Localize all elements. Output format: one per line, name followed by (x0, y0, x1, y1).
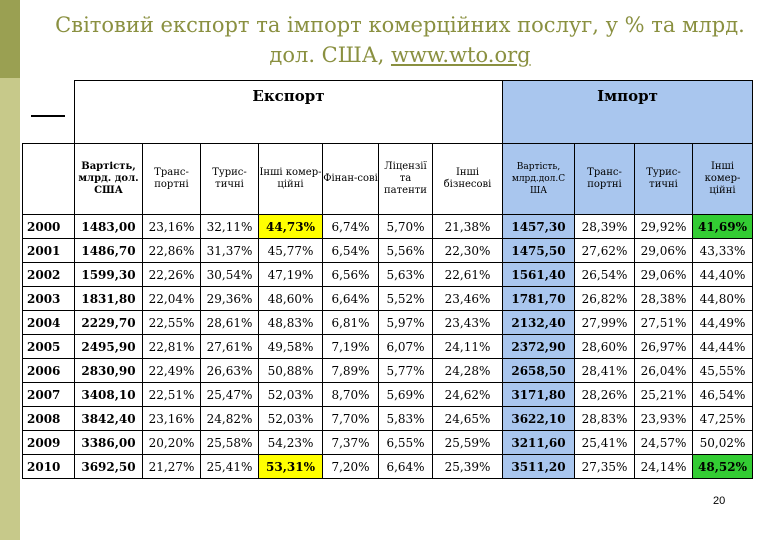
table-cell: 49,58% (259, 335, 323, 359)
table-cell: 2229,70 (75, 311, 143, 335)
table-cell: 28,38% (635, 287, 693, 311)
table-cell: 7,20% (323, 455, 379, 479)
table-cell: 53,31% (259, 455, 323, 479)
subheader-cell: Турис-тичні (201, 144, 259, 215)
table-row (23, 311, 753, 335)
year-cell: 2010 (23, 455, 75, 479)
title-text: Світовий експорт та імпорт комерційних послуг, у % та млрд. дол. США, (55, 13, 745, 67)
table-cell: 7,70% (323, 407, 379, 431)
table-cell: 21,38% (433, 215, 503, 239)
table-cell: 3386,00 (75, 431, 143, 455)
table-cell: 25,59% (433, 431, 503, 455)
table-cell: 48,83% (259, 311, 323, 335)
table-cell: 5,63% (379, 263, 433, 287)
table-cell: 22,55% (143, 311, 201, 335)
table-cell: 5,77% (379, 359, 433, 383)
subheader-cell: Інші комер-ційні (259, 144, 323, 215)
subheader-cell: Інші бізнесові (433, 144, 503, 215)
table-cell: 5,69% (379, 383, 433, 407)
table-cell: 27,35% (575, 455, 635, 479)
import-header: Імпорт (503, 81, 753, 144)
year-cell: 2000 (23, 215, 75, 239)
table-cell: 27,61% (201, 335, 259, 359)
table-cell: 3408,10 (75, 383, 143, 407)
table-cell: 1831,80 (75, 287, 143, 311)
table-cell: 24,28% (433, 359, 503, 383)
table-cell: 24,57% (635, 431, 693, 455)
table-cell: 24,65% (433, 407, 503, 431)
table-cell: 47,25% (693, 407, 753, 431)
page-number: 20 (713, 495, 726, 507)
table-row (23, 215, 753, 239)
table-cell: 6,07% (379, 335, 433, 359)
table-cell: 44,40% (693, 263, 753, 287)
table-cell: 22,81% (143, 335, 201, 359)
year-cell: 2003 (23, 287, 75, 311)
table-cell: 22,26% (143, 263, 201, 287)
table-cell: 24,82% (201, 407, 259, 431)
table-cell: 3511,20 (503, 455, 575, 479)
table-cell: 45,77% (259, 239, 323, 263)
table-cell: 3211,60 (503, 431, 575, 455)
table-cell: 24,11% (433, 335, 503, 359)
table-cell: 30,54% (201, 263, 259, 287)
table-cell: 1781,70 (503, 287, 575, 311)
table-cell: 26,04% (635, 359, 693, 383)
table-row (23, 335, 753, 359)
table-row (23, 263, 753, 287)
table-cell: 6,64% (379, 455, 433, 479)
table-cell: 25,47% (201, 383, 259, 407)
table-cell: 5,70% (379, 215, 433, 239)
table-row (23, 359, 753, 383)
table-cell: 25,41% (575, 431, 635, 455)
table-cell: 27,51% (635, 311, 693, 335)
table-cell: 5,97% (379, 311, 433, 335)
subheader-cell: Транс-портні (575, 144, 635, 215)
left-decorative-bar (0, 0, 20, 540)
table-cell: 45,55% (693, 359, 753, 383)
table-cell: 23,46% (433, 287, 503, 311)
table-cell: 43,33% (693, 239, 753, 263)
table-cell: 50,02% (693, 431, 753, 455)
table-cell: 22,30% (433, 239, 503, 263)
table-cell: 32,11% (201, 215, 259, 239)
table-cell: 26,54% (575, 263, 635, 287)
table-cell: 41,69% (693, 215, 753, 239)
table-cell: 24,62% (433, 383, 503, 407)
table-cell: 21,27% (143, 455, 201, 479)
header-row (23, 81, 753, 144)
table-cell: 47,19% (259, 263, 323, 287)
table-cell: 24,14% (635, 455, 693, 479)
table-cell: 23,16% (143, 215, 201, 239)
table-cell: 31,37% (201, 239, 259, 263)
table-cell: 29,36% (201, 287, 259, 311)
table-row (23, 431, 753, 455)
table-cell: 44,44% (693, 335, 753, 359)
table-cell: 28,26% (575, 383, 635, 407)
subheader-cell: Ліцензії та патенти (379, 144, 433, 215)
table-row (23, 287, 753, 311)
year-cell: 2008 (23, 407, 75, 431)
table-cell: 52,03% (259, 407, 323, 431)
year-cell: 2007 (23, 383, 75, 407)
subheader-cell: Інші комер-ційні (693, 144, 753, 215)
table-cell: 8,70% (323, 383, 379, 407)
table-cell: 28,61% (201, 311, 259, 335)
year-cell: 2004 (23, 311, 75, 335)
table-cell: 28,41% (575, 359, 635, 383)
table-cell: 52,03% (259, 383, 323, 407)
table-cell: 5,83% (379, 407, 433, 431)
table-cell: 7,19% (323, 335, 379, 359)
table-cell: 3171,80 (503, 383, 575, 407)
table-cell: 25,58% (201, 431, 259, 455)
table-cell: 2658,50 (503, 359, 575, 383)
table-cell: 22,61% (433, 263, 503, 287)
table-row (23, 455, 753, 479)
table-cell: 28,83% (575, 407, 635, 431)
left-accent-block (0, 0, 20, 78)
table-cell: 44,49% (693, 311, 753, 335)
table-cell: 3622,10 (503, 407, 575, 431)
year-cell: 2001 (23, 239, 75, 263)
table-cell: 28,60% (575, 335, 635, 359)
export-header: Експорт (75, 81, 503, 144)
subheader-cell: Вартість, млрд. дол. США (75, 144, 143, 215)
subheader-cell: Транс-портні (143, 144, 201, 215)
table-cell: 22,49% (143, 359, 201, 383)
table-cell: 23,16% (143, 407, 201, 431)
table-cell: 6,54% (323, 239, 379, 263)
table-cell: 25,21% (635, 383, 693, 407)
table-body (23, 81, 753, 479)
trade-table (22, 80, 753, 479)
table-cell: 2495,90 (75, 335, 143, 359)
subheader-cell: Турис-тичні (635, 144, 693, 215)
table-cell: 20,20% (143, 431, 201, 455)
subheader-row (23, 144, 753, 215)
table-cell: 25,39% (433, 455, 503, 479)
table-cell: 6,74% (323, 215, 379, 239)
table-cell: 22,51% (143, 383, 201, 407)
year-cell: 2009 (23, 431, 75, 455)
table-cell: 29,92% (635, 215, 693, 239)
table-cell: 1561,40 (503, 263, 575, 287)
table-cell: 48,52% (693, 455, 753, 479)
table-cell: 26,82% (575, 287, 635, 311)
table-cell: 22,04% (143, 287, 201, 311)
table-cell: 7,37% (323, 431, 379, 455)
year-cell: 2006 (23, 359, 75, 383)
table-cell: 3842,40 (75, 407, 143, 431)
table-cell: 5,52% (379, 287, 433, 311)
table-cell: 48,60% (259, 287, 323, 311)
table-cell: 29,06% (635, 263, 693, 287)
table-cell: 46,54% (693, 383, 753, 407)
table-cell: 50,88% (259, 359, 323, 383)
corner-cell (23, 81, 75, 144)
table-cell: 26,97% (635, 335, 693, 359)
table-cell: 6,64% (323, 287, 379, 311)
table-cell: 23,93% (635, 407, 693, 431)
table-cell: 54,23% (259, 431, 323, 455)
table-cell: 29,06% (635, 239, 693, 263)
table-cell: 44,80% (693, 287, 753, 311)
table-cell: 2132,40 (503, 311, 575, 335)
table-row (23, 239, 753, 263)
table-cell: 6,81% (323, 311, 379, 335)
table-cell: 3692,50 (75, 455, 143, 479)
table-cell: 27,62% (575, 239, 635, 263)
table-cell: 44,73% (259, 215, 323, 239)
table-cell: 26,63% (201, 359, 259, 383)
table-cell: 22,86% (143, 239, 201, 263)
subheader-blank (23, 144, 75, 215)
table-cell: 2830,90 (75, 359, 143, 383)
table-cell: 6,55% (379, 431, 433, 455)
table-cell: 6,56% (323, 263, 379, 287)
subheader-cell: Вартість, млрд.дол.С ША (503, 144, 575, 215)
slide-title (40, 10, 760, 70)
subheader-cell: Фінан-сові (323, 144, 379, 215)
table-cell: 1599,30 (75, 263, 143, 287)
table-cell: 1457,30 (503, 215, 575, 239)
table-cell: 28,39% (575, 215, 635, 239)
table-cell: 23,43% (433, 311, 503, 335)
table-cell: 1483,00 (75, 215, 143, 239)
year-cell: 2005 (23, 335, 75, 359)
table-cell: 25,41% (201, 455, 259, 479)
table-cell: 27,99% (575, 311, 635, 335)
table-cell: 1486,70 (75, 239, 143, 263)
table-row (23, 407, 753, 431)
table-row (23, 383, 753, 407)
year-cell: 2002 (23, 263, 75, 287)
table-cell: 2372,90 (503, 335, 575, 359)
table-cell: 7,89% (323, 359, 379, 383)
wto-link[interactable]: www.wto.org (390, 43, 531, 67)
table-cell: 1475,50 (503, 239, 575, 263)
table-cell: 5,56% (379, 239, 433, 263)
